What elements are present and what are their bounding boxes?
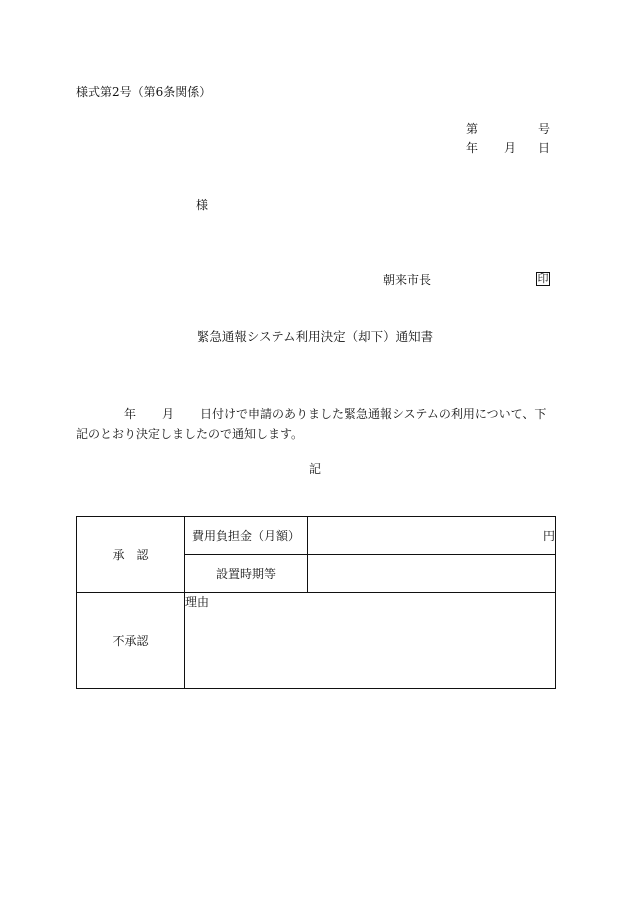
rejection-label: 不承認 [112,634,149,648]
body-text: 日付けで申請のありました緊急通報システムの利用について、下記のとおり決定しましたので通知します。 [76,407,547,441]
install-value-cell [308,555,556,593]
date-day: 日 [537,141,550,155]
reason-label: 理由 [185,595,210,609]
number-suffix: 号 [537,122,550,136]
table-row [77,593,556,689]
cost-label-cell [185,517,308,555]
document-number-line [466,122,550,136]
rejection-label-cell [77,593,185,689]
decision-table [76,516,556,689]
table-row [77,517,556,555]
install-label-cell [185,555,308,593]
ki-heading: 記 [308,462,321,476]
cost-value-cell [308,517,556,555]
date-month: 月 [504,141,517,155]
body-month: 月 [162,407,175,421]
date-year: 年 [466,141,479,155]
body-paragraph [76,404,552,444]
reason-cell [185,593,556,689]
number-prefix: 第 [466,122,479,136]
document-title: 緊急通報システム利用決定（却下）通知書 [196,329,434,344]
seal-mark: 印 [537,272,549,285]
approval-label: 承 認 [112,548,149,562]
issuer-name: 朝来市長 [383,273,432,287]
cost-unit: 円 [542,529,555,543]
install-label: 設置時期等 [215,567,276,581]
issue-date-line [466,141,550,155]
approval-label-cell [77,517,185,593]
body-year: 年 [124,407,137,421]
addressee-honorific: 様 [196,198,209,212]
form-number: 様式第2号（第6条関係） [76,85,212,99]
cost-label: 費用負担金（月額） [191,529,300,543]
